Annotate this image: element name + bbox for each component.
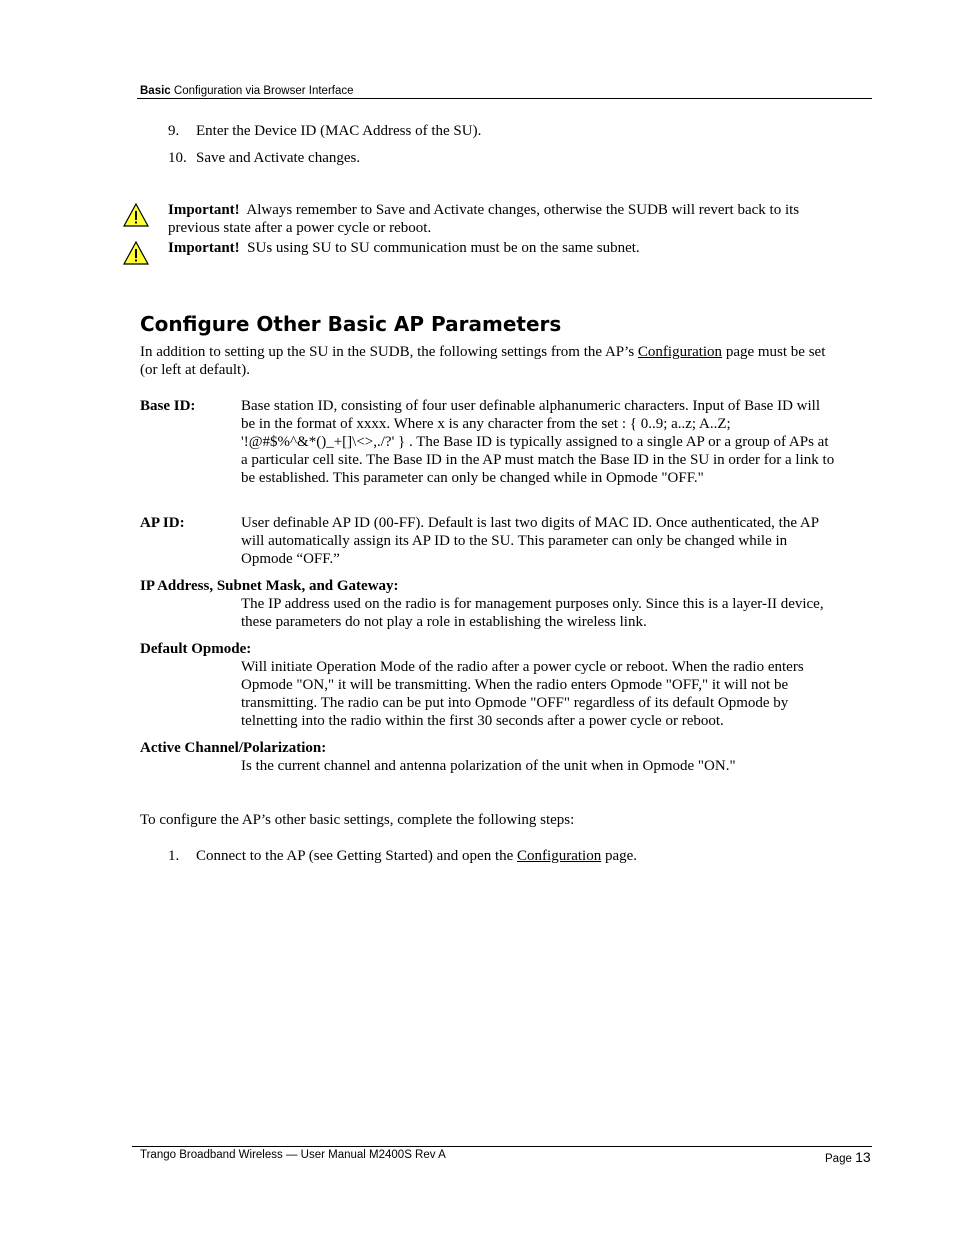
page-number (825, 1150, 871, 1166)
footer-title: Trango Broadband Wireless — User Manual M2400S Rev A (140, 1149, 446, 1161)
step-9-number: 9. (168, 123, 180, 139)
step-9-text: Enter the Device ID (MAC Address of the SU). (196, 123, 482, 139)
outro-text: To configure the AP’s other basic settings, complete the following steps: (140, 812, 575, 828)
base-id-description (241, 397, 871, 487)
step-1-text (196, 847, 637, 865)
step-1-pre: Connect to the AP (see Getting Started) and open the (196, 848, 514, 864)
default-opmode-label: Default Opmode: (140, 641, 252, 657)
ap-id-description (241, 514, 871, 568)
base-id-line: Base station ID, consisting of four user definable alphanumeric characters. Input of Base ID will (241, 398, 820, 414)
section-title: Configure Other Basic AP Parameters (140, 312, 562, 336)
important-note-2 (168, 239, 868, 257)
ip-line: these parameters do not play a role in establishing the wireless link. (241, 614, 647, 630)
ip-description (241, 595, 871, 631)
footer-rule (132, 1146, 872, 1147)
base-id-line: be in the format of xxxx. Where x is any character from the set : { 0..9; a..z; A..Z; (241, 416, 731, 432)
base-id-line: '!@#$%^&*()_+[]\<>,./?' } . The Base ID is typically assigned to a single AP or a group of APs at (241, 434, 829, 450)
base-id-label: Base ID: (140, 398, 196, 414)
step-10-number: 10. (168, 150, 187, 166)
ip-line: The IP address used on the radio is for management purposes only. Since this is a layer-II device, (241, 596, 824, 612)
page-num: 13 (855, 1149, 871, 1165)
channel-line: Is the current channel and antenna polarization of the unit when in Opmode "ON." (241, 758, 736, 774)
intro-line2: (or left at default). (140, 362, 250, 378)
step-10-text: Save and Activate changes. (196, 150, 361, 166)
important-label: Important! (168, 202, 240, 218)
default-opmode-description (241, 658, 871, 730)
intro-text: In addition to setting up the SU in the SUDB, the following settings from the AP’s (140, 344, 635, 360)
important-note-1 (168, 201, 868, 237)
ip-label: IP Address, Subnet Mask, and Gateway: (140, 578, 399, 594)
step-1-post: page. (604, 848, 638, 864)
header-text: Configuration via Browser Interface (173, 85, 354, 97)
page-label: Page (825, 1153, 852, 1165)
base-id-line: be established. This parameter can only be changed while in Opmode "OFF." (241, 470, 704, 486)
header-bold: Basic (140, 85, 171, 97)
ap-id-line: Opmode “OFF.” (241, 551, 340, 567)
opmode-line: Opmode "ON," it will be transmitting. When the radio enters Opmode "OFF," it will not be (241, 677, 789, 693)
active-channel-description (241, 757, 871, 775)
header-rule (137, 98, 872, 99)
important-label: Important! (168, 240, 240, 256)
intro-text-end: page must be set (725, 344, 826, 360)
note-1-line1: Always remember to Save and Activate changes, otherwise the SUDB will revert back to its (246, 202, 800, 218)
opmode-line: transmitting. The radio can be put into Opmode "OFF" regardless of its default Opmode by (241, 695, 789, 711)
opmode-line: Will initiate Operation Mode of the radio after a power cycle or reboot. When the radio enters (241, 659, 804, 675)
base-id-line: a particular cell site. The Base ID in the AP must match the Base ID in the SU in order for a link to (241, 452, 835, 468)
configuration-link[interactable]: Configuration (637, 344, 723, 360)
step-1-number: 1. (168, 848, 180, 864)
warning-icon (123, 240, 149, 266)
ap-id-line: will automatically assign its AP ID to the SU. This parameter can only be changed while in (241, 533, 788, 549)
note-1-line2: previous state after a power cycle or reboot. (168, 220, 432, 236)
section-intro (140, 343, 870, 379)
ap-id-line: User definable AP ID (00-FF). Default is last two digits of MAC ID. Once authenticated, the AP (241, 515, 820, 531)
ap-id-label: AP ID: (140, 515, 185, 531)
active-channel-label: Active Channel/Polarization: (140, 740, 327, 756)
warning-icon (123, 202, 149, 228)
running-header (140, 84, 354, 98)
configuration-link[interactable]: Configuration (517, 848, 602, 864)
note-2-line1: SUs using SU to SU communication must be on the same subnet. (247, 240, 640, 256)
opmode-line: telnetting into the radio within the first 30 seconds after a power cycle or reboot. (241, 713, 724, 729)
